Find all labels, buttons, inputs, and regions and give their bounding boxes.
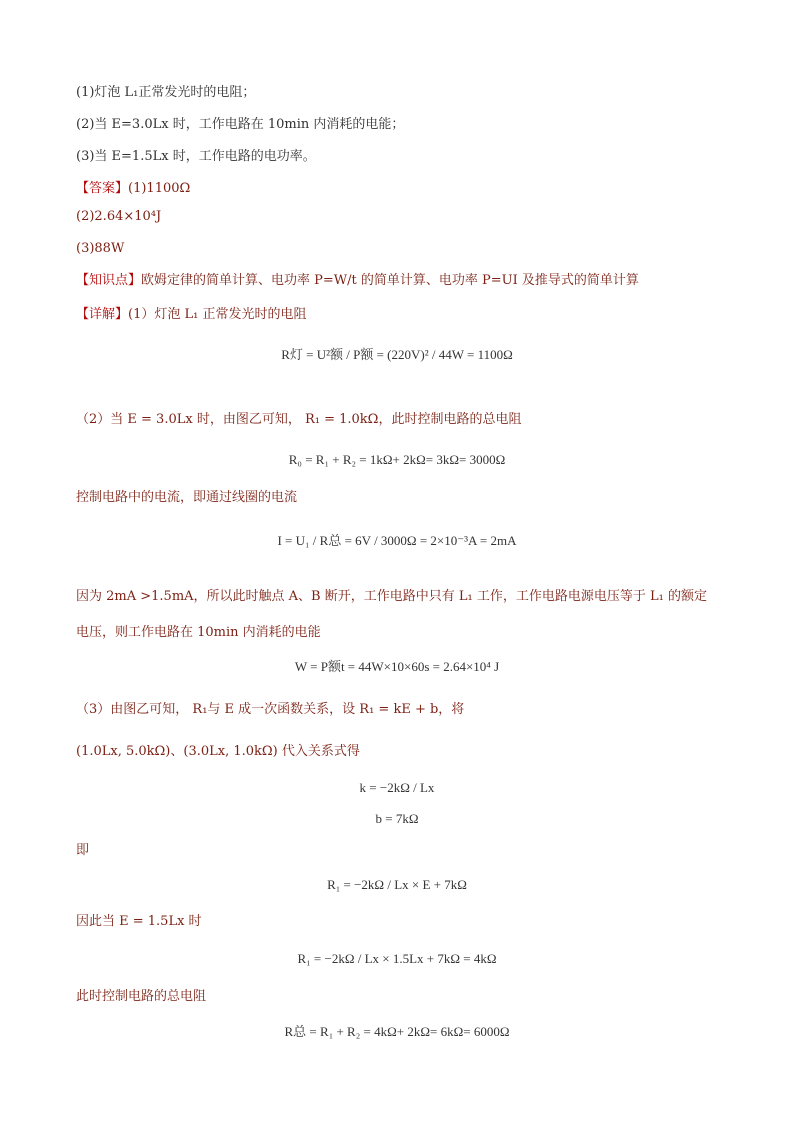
- detail-p6: （3）由图乙可知， R₁与 E 成一次函数关系，设 R₁ = kE + b，将: [76, 702, 465, 717]
- knowledge-label: 【知识点】: [76, 273, 142, 288]
- equation-6: b = 7kΩ: [375, 811, 419, 826]
- equation-7: R₁ = −2kΩ / Lx × E + 7kΩ: [327, 877, 467, 892]
- knowledge-line: [76, 272, 639, 290]
- detail-p5: 电压，则工作电路在 10min 内消耗的电能: [76, 625, 321, 640]
- answer-line: [76, 180, 190, 198]
- answer-label: 【答案】: [76, 181, 129, 196]
- equation-9: R总 = R₁ + R₂ = 4kΩ+ 2kΩ= 6kΩ= 6000Ω: [284, 1024, 510, 1039]
- equation-4: W = P额t = 44W×10×60s = 2.64×10⁴ J: [294, 659, 500, 674]
- equation-2: R₀ = R₁ + R₂ = 1kΩ+ 2kΩ= 3kΩ= 3000Ω: [288, 452, 506, 467]
- answer-1: (1)1100Ω: [128, 181, 191, 196]
- detail-p1: (1）灯泡 L₁ 正常发光时的电阻: [128, 307, 307, 322]
- equation-8: R₁ = −2kΩ / Lx × 1.5Lx + 7kΩ = 4kΩ: [297, 951, 497, 966]
- question-3: (3)当 E=1.5Lx 时，工作电路的电功率。: [76, 149, 316, 164]
- equation-1: R灯 = U²额 / P额 = (220V)² / 44W = 1100Ω: [281, 347, 513, 362]
- detail-label: 【详解】: [76, 307, 129, 322]
- equation-3: I = U₁ / R总 = 6V / 3000Ω = 2×10⁻³A = 2mA: [277, 533, 517, 548]
- answer-3: (3)88W: [76, 241, 125, 256]
- question-2: (2)当 E=3.0Lx 时，工作电路在 10min 内消耗的电能；: [76, 117, 405, 132]
- detail-line-1: [76, 306, 306, 324]
- knowledge-text: 欧姆定律的简单计算、电功率 P=W/t 的简单计算、电功率 P=UI 及推导式的简单计算: [141, 273, 639, 288]
- detail-p2: （2）当 E = 3.0Lx 时，由图乙可知， R₁ = 1.0kΩ，此时控制电路的总电阻: [76, 412, 522, 427]
- detail-p9: 因此当 E = 1.5Lx 时: [76, 914, 202, 929]
- detail-p10: 此时控制电路的总电阻: [76, 989, 207, 1004]
- answer-2: (2)2.64×10⁴J: [76, 209, 162, 224]
- detail-p7: (1.0Lx, 5.0kΩ)、(3.0Lx, 1.0kΩ) 代入关系式得: [76, 744, 360, 759]
- detail-p3: 控制电路中的电流，即通过线圈的电流: [76, 490, 298, 505]
- detail-p4: 因为 2mA >1.5mA，所以此时触点 A、B 断开，工作电路中只有 L₁ 工作，工作电路电源电压等于 L₁ 的额定: [76, 589, 707, 604]
- equation-5: k = −2kΩ / Lx: [359, 780, 435, 795]
- question-1: (1)灯泡 L₁正常发光时的电阻；: [76, 85, 256, 100]
- detail-p8: 即: [76, 843, 90, 858]
